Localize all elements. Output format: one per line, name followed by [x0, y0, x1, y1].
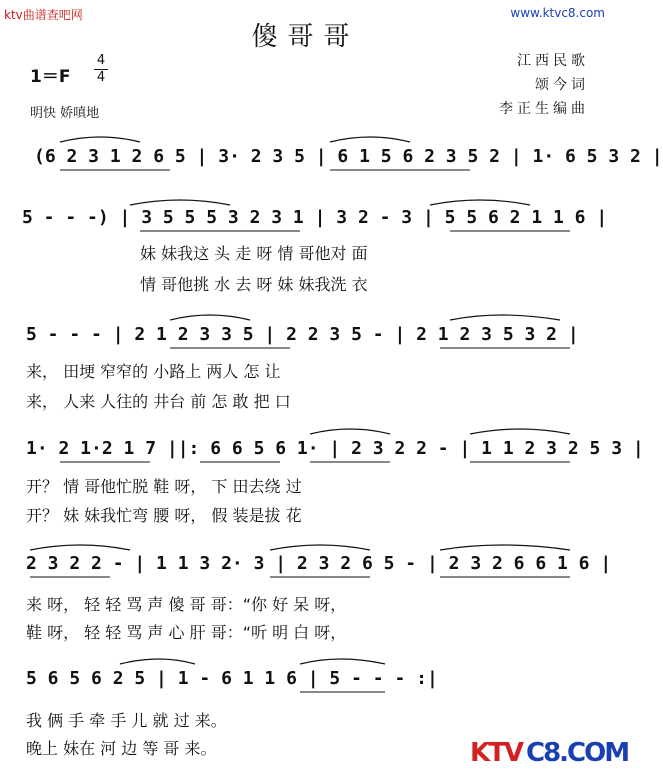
score-line-5-lyric-1: 来 呀， 轻 轻 骂 声 傻 哥 哥：“你 好 呆 呀，	[26, 595, 347, 614]
logo-text-right: C8.COM	[526, 738, 629, 768]
score-line-3-lyric-2: 来， 人来 人往的 井台 前 怎 敢 把 口	[26, 392, 291, 411]
time-signature	[94, 54, 108, 85]
score-line-4-notes: 1· 2 1·2 1 7 ||: 6 6 5 6 1· | 2 3 2 2 - | 1 1 2 3 2 5 3 |	[26, 438, 644, 459]
score-line-3-lyric-1: 来， 田埂 窄窄的 小路上 两人 怎 让	[26, 362, 281, 381]
slur-mark	[130, 200, 230, 205]
score-line-4-lyric-1: 开？ 情 哥他忙脱 鞋 呀， 下 田去绕 过	[26, 477, 302, 496]
slur-mark	[120, 659, 195, 664]
slur-mark	[30, 545, 130, 550]
credit-arranger: 李正生编曲	[499, 101, 589, 117]
score-line-2-lyric-2: 情 哥他挑 水 去 呀 妹 妹我洗 衣	[140, 275, 368, 294]
slur-mark	[450, 315, 560, 320]
slur-mark	[330, 137, 410, 142]
slur-mark	[170, 315, 250, 320]
score-line-1-notes: (6 2 3 1 2 6 5 | 3· 2 3 5 | 6 1 5 6 2 3 5 2 | 1· 6 5 3 2 |	[34, 146, 663, 167]
credit-lyricist: 颂今词	[535, 77, 589, 93]
score-line-6-lyric-2: 晚上 妹在 河 边 等 哥 来。	[26, 739, 217, 758]
score-line-2-notes: 5 - - -) | 3 5 5 5 3 2 3 1 | 3 2 - 3 | 5 5 6 2 1 1 6 |	[22, 207, 608, 228]
score-line-3-notes: 5 - - - | 2 1 2 3 3 5 | 2 2 3 5 - | 2 1 2 3 5 3 2 |	[26, 324, 579, 345]
slur-mark	[310, 429, 390, 434]
score-line-5-lyric-2: 鞋 呀， 轻 轻 骂 声 心 肝 哥：“听 明 白 呀，	[26, 623, 347, 642]
score-line-6-lyric-1: 我 俩 手 牵 手 儿 就 过 来。	[26, 711, 227, 730]
slur-mark	[300, 659, 385, 664]
watermark-left: ktv曲谱查吧网	[4, 8, 83, 22]
song-title: 傻哥哥	[251, 22, 360, 52]
slur-mark	[270, 545, 370, 550]
key-signature: 1＝F	[30, 67, 71, 87]
score-line-4-lyric-2: 开？ 妹 妹我忙弯 腰 呀， 假 装是拔 花	[26, 506, 302, 525]
time-signature-numerator: 4	[96, 53, 106, 68]
watermark-right: www.ktvc8.com	[510, 6, 605, 20]
slur-mark	[440, 545, 570, 550]
score-line-2-lyric-1: 妹 妹我这 头 走 呀 情 哥他对 面	[140, 244, 368, 263]
score-line-6-notes: 5 6 5 6 2 5 | 1 - 6 1 1 6 | 5 - - - :|	[26, 668, 438, 689]
site-logo	[470, 738, 629, 772]
credit-origin: 江西民歌	[517, 53, 589, 69]
logo-text-left: KTV	[470, 738, 523, 768]
time-signature-denominator: 4	[96, 70, 106, 85]
slur-mark	[60, 137, 140, 142]
tempo-marking: 明快 娇嗔地	[30, 106, 100, 121]
score-line-5-notes: 2 3 2 2 - | 1 1 3 2· 3 | 2 3 2 6 5 - | 2 3 2 6 6 1 6 |	[26, 553, 612, 574]
slur-mark	[470, 429, 570, 434]
slur-mark	[430, 200, 530, 205]
